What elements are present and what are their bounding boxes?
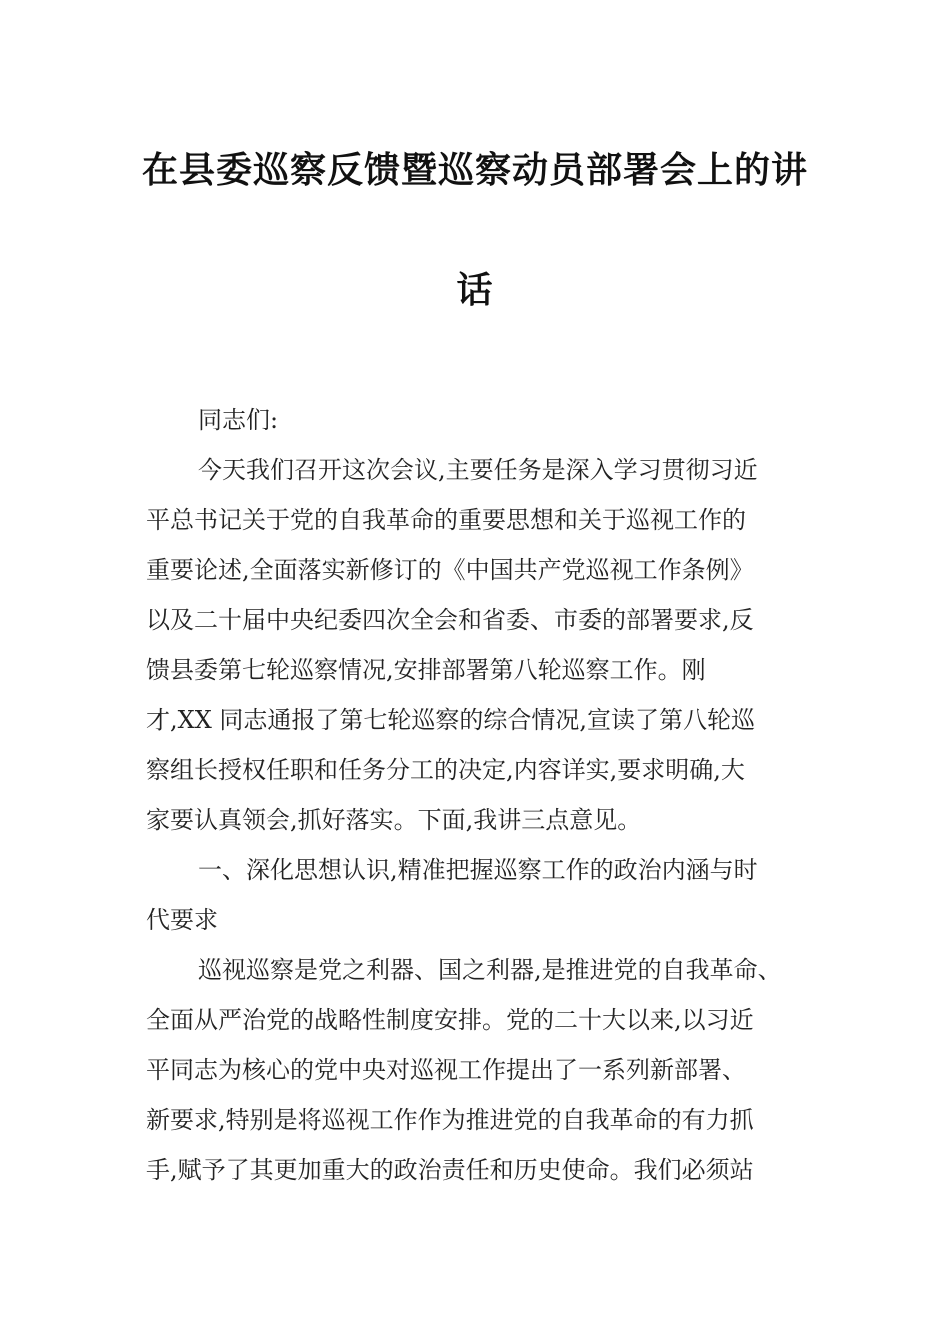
paragraph-1-line-8: 家要认真领会,抓好落实。下面,我讲三点意见。 — [146, 806, 642, 834]
paragraph-1-line-1: 今天我们召开这次会议,主要任务是深入学习贯彻习近 — [198, 456, 758, 484]
paragraph-1-line-7: 察组长授权任职和任务分工的决定,内容详实,要求明确,大 — [146, 756, 745, 784]
paragraph-2-line-1: 巡视巡察是党之利器、国之利器,是推进党的自我革命、 — [198, 956, 782, 984]
paragraph-1-line-2: 平总书记关于党的自我革命的重要思想和关于巡视工作的 — [146, 506, 746, 534]
paragraph-2-line-5: 手,赋予了其更加重大的政治责任和历史使命。我们必须站 — [146, 1156, 754, 1184]
paragraph-1-line-5: 馈县委第七轮巡察情况,安排部署第八轮巡察工作。刚 — [146, 656, 706, 684]
document-title-line-1: 在县委巡察反馈暨巡察动员部署会上的讲 — [141, 149, 808, 191]
paragraph-1-line-6: 才,XX 同志通报了第七轮巡察的综合情况,宣读了第八轮巡 — [146, 706, 756, 734]
paragraph-1-line-4: 以及二十届中央纪委四次全会和省委、市委的部署要求,反 — [146, 606, 754, 634]
paragraph-2-line-4: 新要求,特别是将巡视工作作为推进党的自我革命的有力抓 — [146, 1106, 754, 1134]
section-heading-1-line-2: 代要求 — [146, 906, 218, 934]
section-heading-1-line-1: 一、深化思想认识,精准把握巡察工作的政治内涵与时 — [198, 856, 758, 884]
document-title-line-2: 话 — [456, 269, 494, 311]
paragraph-2-line-2: 全面从严治党的战略性制度安排。党的二十大以来,以习近 — [146, 1006, 754, 1034]
salutation: 同志们: — [198, 406, 279, 434]
paragraph-2-line-3: 平同志为核心的党中央对巡视工作提出了一系列新部署、 — [146, 1056, 746, 1084]
paragraph-1-line-3: 重要论述,全面落实新修订的《中国共产党巡视工作条例》 — [146, 556, 754, 584]
